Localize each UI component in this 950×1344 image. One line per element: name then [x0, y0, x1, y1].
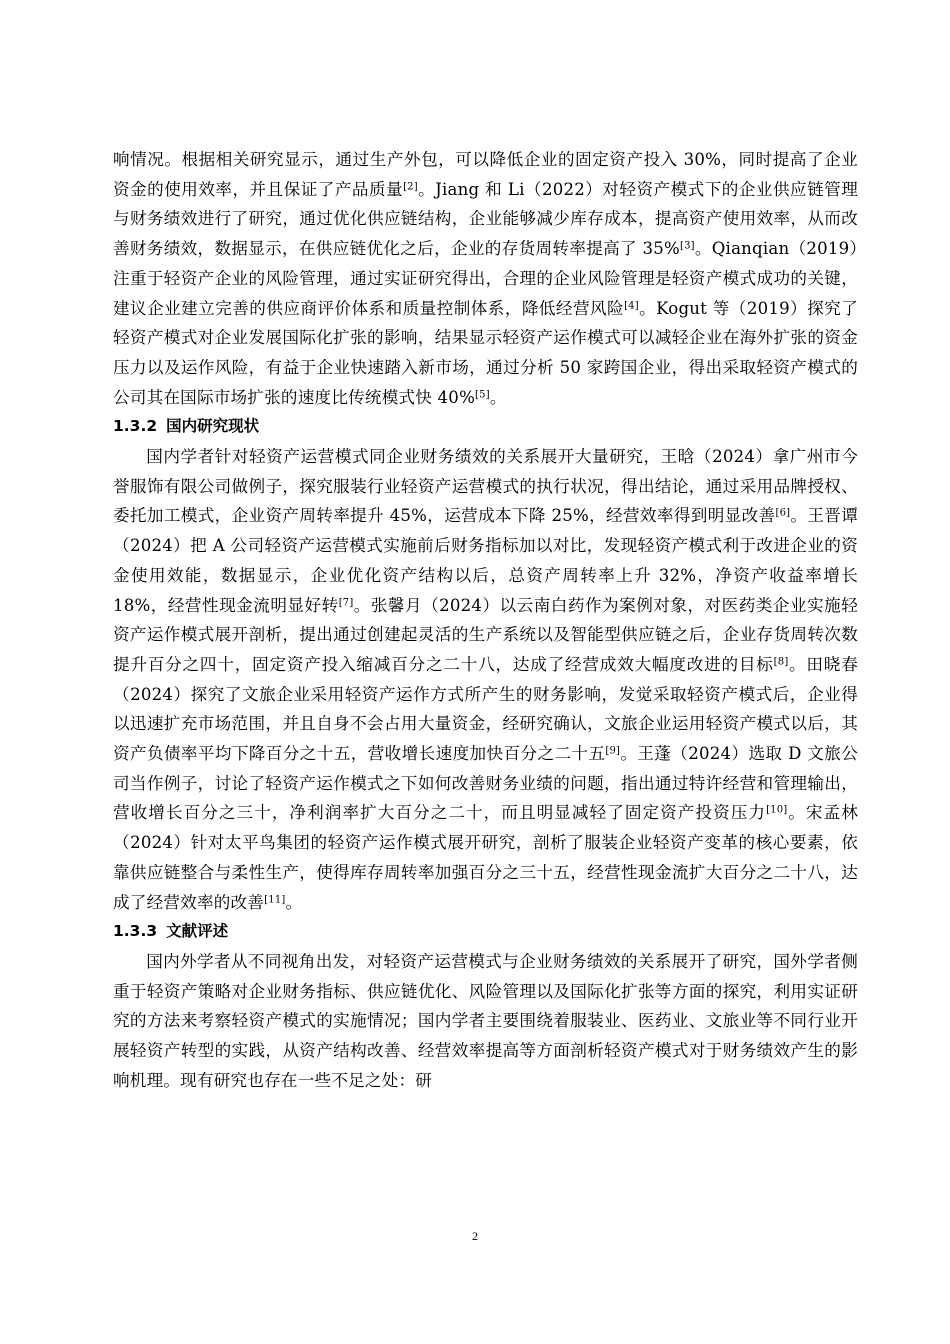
- citation-ref: [3]: [679, 240, 695, 252]
- section-number: 1.3.2: [113, 417, 158, 436]
- citation-ref: [9]: [605, 745, 621, 757]
- citation-ref: [6]: [775, 507, 791, 519]
- section-heading-1-3-3: [113, 917, 858, 947]
- citation-ref: [2]: [403, 181, 418, 193]
- text-run: 。王晋谭（2024）把 A 公司轻资产运营模式实施前后财务指标加以对比，发现轻资产模式利于改进企业的资金使用效能，数据显示，企业优化资产结构以后，总资产周转率上升 32%，净资产收益率增长 18%，经营性现金流明显好转: [113, 506, 858, 615]
- text-run: 。张馨月（2024）以云南白药作为案例对象，对医药类企业实施轻资产运作模式展开剖析，提出通过创建起灵活的生产系统以及智能型供应链之后，企业存货周转次数提升百分之四十，固定资产投入缩减百分之二十八，达成了经营成效大幅度改进的目标: [113, 595, 858, 674]
- section-title: 国内研究现状: [166, 417, 260, 436]
- text-run: 。Qianqian（2019）注重于轻资产企业的风险管理，通过实证研究得出，合理的企业风险管理是轻资产模式成功的关键，建议企业建立完善的供应商评价体系和质量控制体系，降低经营风险: [113, 239, 858, 318]
- text-run: 。Jiang 和 Li（2022）对轻资产模式下的企业供应链管理与财务绩效进行了研究，通过优化供应链结构，企业能够减少库存成本，提高资产使用效率，从而改善财务绩效，数据显示，在供应链优化之后，企业的存货周转率提高了 35%: [113, 179, 858, 259]
- text-run: 。Kogut 等（2019）探究了轻资产模式对企业发展国际化扩张的影响，结果显示轻资产运作模式可以减轻企业在海外扩张的资金压力以及运作风险，有益于企业快速踏入新市场，通过分析 50 家跨国企业，得出采取轻资产模式的公司其在国际市场扩张的速度比传统模式快 40%: [113, 298, 859, 407]
- paragraph-foreign-research-continued: [113, 145, 858, 412]
- text-run: 国内外学者从不同视角出发，对轻资产运营模式与企业财务绩效的关系展开了研究，国外学者侧重于轻资产策略对企业财务指标、供应链优化、风险管理以及国际化扩张等方面的探究，利用实证研究的方法来考察轻资产模式的实施情况；国内学者主要围绕着服装业、医药业、文旅业等不同行业开展轻资产转型的实践，从资产结构改善、经营效率提高等方面剖析轻资产模式对于财务绩效产生的影响机理。现有研究也存在一些不足之处：研: [113, 951, 858, 1090]
- text-run: 。宋孟林（2024）针对太平鸟集团的轻资产运作模式展开研究，剖析了服装企业轻资产变革的核心要素，依靠供应链整合与柔性生产，使得库存周转率加强百分之三十五，经营性现金流扩大百分之二十八，达成了经营效率的改善: [113, 803, 858, 912]
- section-heading-1-3-2: [113, 412, 858, 442]
- citation-ref: [11]: [264, 894, 286, 906]
- citation-ref: [5]: [475, 389, 490, 401]
- page-body: [113, 145, 858, 1096]
- text-run: 。: [489, 387, 507, 407]
- paragraph-domestic-research: [113, 442, 858, 917]
- citation-ref: [7]: [338, 597, 354, 609]
- citation-ref: [8]: [773, 656, 789, 668]
- section-number: 1.3.3: [113, 922, 158, 941]
- text-run: 响情况。根据相关研究显示，通过生产外包，可以降低企业的固定资产投入 30%，同时提高了企业资金的使用效率，并且保证了产品质量: [113, 150, 858, 199]
- citation-ref: [4]: [624, 300, 639, 312]
- text-run: 。: [285, 892, 303, 912]
- page-number: 2: [472, 1229, 478, 1243]
- paragraph-literature-review: [113, 947, 858, 1096]
- section-title: 文献评述: [166, 922, 229, 941]
- citation-ref: [10]: [766, 804, 788, 816]
- text-run: 。王蓬（2024）选取 D 文旅公司当作例子，讨论了轻资产运作模式之下如何改善财务业绩的问题，指出通过特许经营和管理输出，营收增长百分之三十，净利润率扩大百分之二十，而且明显减轻了固定资产投资压力: [113, 744, 858, 823]
- text-run: 。田晓春（2024）探究了文旅企业采用轻资产运作方式所产生的财务影响，发觉采取轻资产模式后，企业得以迅速扩充市场范围，并且自身不会占用大量资金，经研究确认，文旅企业运用轻资产模式以后，其资产负债率平均下降百分之十五，营收增长速度加快百分之二十五: [113, 654, 858, 764]
- text-run: 国内学者针对轻资产运营模式同企业财务绩效的关系展开大量研究，王晗（2024）拿广州市今誉服饰有限公司做例子，探究服装行业轻资产运营模式的执行状况，得出结论，通过采用品牌授权、委托加工模式，企业资产周转率提升 45%，运营成本下降 25%，经营效率得到明显改善: [113, 447, 858, 526]
